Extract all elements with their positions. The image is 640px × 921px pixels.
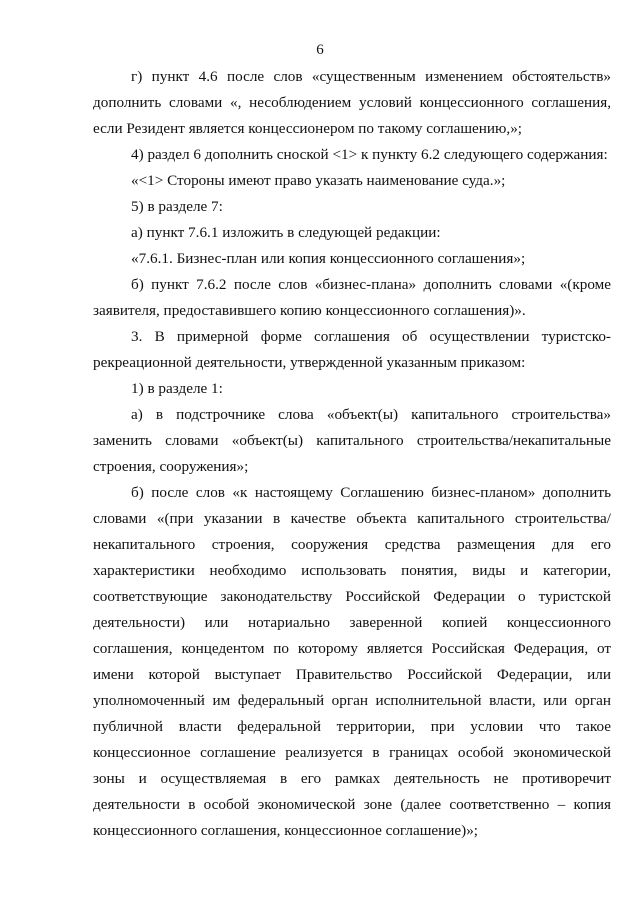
paragraph-footnote-text: «<1> Стороны имеют право указать наименование суда.»; xyxy=(131,172,506,189)
paragraph-7-6-2: б) пункт 7.6.2 после слов «бизнес-плана» дополнить словами «(кроме заявителя, предоставившего копию концессионного соглашения)». xyxy=(93,276,611,319)
paragraph-7-6-1-text: «7.6.1. Бизнес-план или копия концессионного соглашения»; xyxy=(131,250,526,267)
paragraph-section-7: 5) в разделе 7: xyxy=(131,198,223,215)
page-number: 6 xyxy=(316,42,324,58)
paragraph-4-6-amendment: г) пункт 4.6 после слов «существенным изменением обстоятельств» дополнить словами «, несоблюдением условий концессионного соглашения, если Резидент является концессионером по такому соглашению,»; xyxy=(93,68,611,137)
paragraph-item-3: 3. В примерной форме соглашения об осуществлении туристско-рекреационной деятельности, утвержденной указанным приказом: xyxy=(93,328,611,371)
paragraph-section-1: 1) в разделе 1: xyxy=(131,380,223,397)
paragraph-7-6-1-heading: а) пункт 7.6.1 изложить в следующей редакции: xyxy=(131,224,441,241)
paragraph-business-plan: б) после слов «к настоящему Соглашению бизнес-планом» дополнить словами «(при указании в качестве объекта капитального строительства/некапитального строения, сооружения средства размещения для его характеристики необходимо использовать понятия, виды и категории, соответствующие законодательству Российской Федерации о туристской деятельности) или нотариально заверенной копией концессионного соглашения, концедентом по которому является Российская Федерация, от имени которой выступает Правительство Российской Федерации, или уполномоченный им федеральный орган исполнительной власти, или орган публичной власти федеральной территории, при условии что такое концессионное соглашение реализуется в границах особой экономической зоны и осуществляемая в его рамках деятельность не противоречит деятельности в особой экономической зоне (далее соответственно – копия концессионного соглашения, концессионное соглашение)»; xyxy=(93,484,611,839)
document-body xyxy=(93,64,611,844)
paragraph-section-6-footnote: 4) раздел 6 дополнить сноской <1> к пункту 6.2 следующего содержания: xyxy=(131,146,608,163)
paragraph-subscript-replace: а) в подстрочнике слова «объект(ы) капитального строительства» заменить словами «объект(ы) капитального строительства/некапитальные строения, сооружения»; xyxy=(93,406,611,475)
